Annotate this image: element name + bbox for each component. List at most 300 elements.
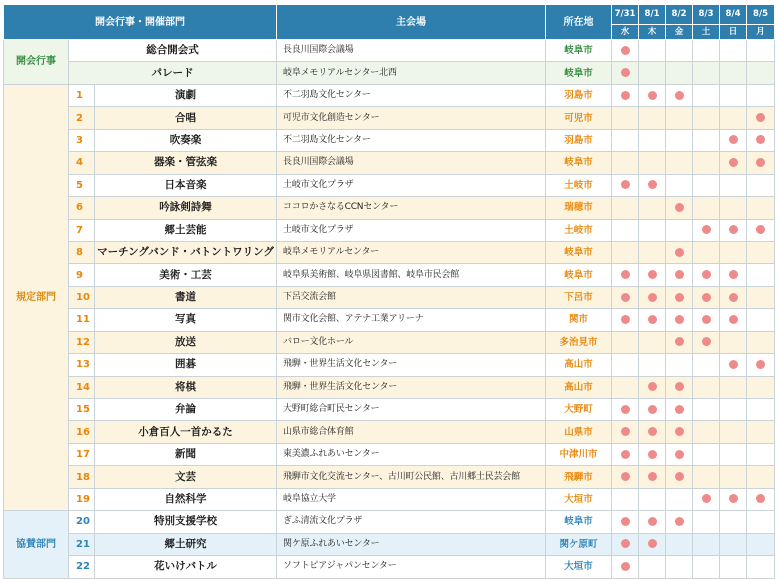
event-day-dot bbox=[729, 293, 738, 302]
day-cell bbox=[747, 331, 775, 353]
location-name: 岐阜市 bbox=[546, 241, 612, 263]
header-date: 8/5 bbox=[747, 5, 775, 25]
day-cell bbox=[612, 443, 639, 465]
event-day-dot bbox=[729, 158, 738, 167]
event-day-dot bbox=[756, 135, 765, 144]
day-cell bbox=[747, 129, 775, 151]
day-cell bbox=[720, 286, 747, 308]
table-row bbox=[4, 488, 775, 510]
day-cell bbox=[666, 399, 693, 421]
event-number: 12 bbox=[69, 331, 95, 353]
day-cell bbox=[666, 62, 693, 84]
location-name: 大野町 bbox=[546, 399, 612, 421]
event-day-dot bbox=[729, 135, 738, 144]
event-name: 総合開会式 bbox=[69, 40, 277, 62]
venue-name: 下呂交流会館 bbox=[277, 286, 546, 308]
day-cell bbox=[693, 354, 720, 376]
event-name: 器楽・管弦楽 bbox=[95, 152, 277, 174]
header-row-dates bbox=[4, 5, 775, 25]
event-number: 17 bbox=[69, 443, 95, 465]
day-cell bbox=[666, 331, 693, 353]
day-cell bbox=[612, 84, 639, 106]
event-number: 1 bbox=[69, 84, 95, 106]
day-cell bbox=[693, 443, 720, 465]
day-cell bbox=[666, 511, 693, 533]
event-name: 日本音楽 bbox=[95, 174, 277, 196]
day-cell bbox=[747, 466, 775, 488]
day-cell bbox=[666, 309, 693, 331]
event-name: 美術・工芸 bbox=[95, 264, 277, 286]
day-cell bbox=[639, 264, 666, 286]
day-cell bbox=[747, 174, 775, 196]
event-day-dot bbox=[675, 315, 684, 324]
day-cell bbox=[720, 309, 747, 331]
event-day-dot bbox=[729, 225, 738, 234]
day-cell bbox=[720, 331, 747, 353]
event-day-dot bbox=[729, 360, 738, 369]
day-cell bbox=[666, 533, 693, 555]
day-cell bbox=[720, 152, 747, 174]
event-day-dot bbox=[756, 360, 765, 369]
day-cell bbox=[639, 129, 666, 151]
day-cell bbox=[666, 241, 693, 263]
day-cell bbox=[612, 354, 639, 376]
venue-name: 山県市総合体育館 bbox=[277, 421, 546, 443]
day-cell bbox=[666, 40, 693, 62]
event-day-dot bbox=[621, 427, 630, 436]
event-name: 演劇 bbox=[95, 84, 277, 106]
event-number: 16 bbox=[69, 421, 95, 443]
location-name: 羽島市 bbox=[546, 84, 612, 106]
event-number: 15 bbox=[69, 399, 95, 421]
event-day-dot bbox=[702, 337, 711, 346]
day-cell bbox=[747, 421, 775, 443]
day-cell bbox=[612, 174, 639, 196]
venue-name: 大野町総合町民センター bbox=[277, 399, 546, 421]
location-name: 土岐市 bbox=[546, 174, 612, 196]
event-day-dot bbox=[621, 293, 630, 302]
event-day-dot bbox=[621, 46, 630, 55]
day-cell bbox=[747, 488, 775, 510]
table-row bbox=[4, 443, 775, 465]
day-cell bbox=[666, 488, 693, 510]
event-name: 合唱 bbox=[95, 107, 277, 129]
day-cell bbox=[747, 219, 775, 241]
day-cell bbox=[720, 241, 747, 263]
table-row bbox=[4, 309, 775, 331]
day-cell bbox=[720, 556, 747, 578]
event-number: 8 bbox=[69, 241, 95, 263]
day-cell bbox=[612, 421, 639, 443]
day-cell bbox=[747, 511, 775, 533]
table-row bbox=[4, 219, 775, 241]
location-name: 関ケ原町 bbox=[546, 533, 612, 555]
event-number: 4 bbox=[69, 152, 95, 174]
day-cell bbox=[720, 174, 747, 196]
day-cell bbox=[693, 421, 720, 443]
day-cell bbox=[720, 421, 747, 443]
table-row bbox=[4, 84, 775, 106]
location-name: 下呂市 bbox=[546, 286, 612, 308]
event-day-dot bbox=[702, 270, 711, 279]
venue-name: 飛騨・世界生活文化センター bbox=[277, 376, 546, 398]
venue-name: 関ケ原ふれあいセンター bbox=[277, 533, 546, 555]
group-label-support: 協賛部門 bbox=[4, 511, 69, 578]
event-day-dot bbox=[648, 427, 657, 436]
event-name: 放送 bbox=[95, 331, 277, 353]
table-row bbox=[4, 286, 775, 308]
day-cell bbox=[747, 84, 775, 106]
location-name: 可児市 bbox=[546, 107, 612, 129]
day-cell bbox=[720, 84, 747, 106]
day-cell bbox=[639, 152, 666, 174]
day-cell bbox=[720, 40, 747, 62]
day-cell bbox=[747, 556, 775, 578]
day-cell bbox=[666, 466, 693, 488]
event-day-dot bbox=[756, 494, 765, 503]
day-cell bbox=[612, 107, 639, 129]
day-cell bbox=[666, 174, 693, 196]
event-day-dot bbox=[648, 91, 657, 100]
day-cell bbox=[747, 62, 775, 84]
day-cell bbox=[693, 533, 720, 555]
day-cell bbox=[666, 197, 693, 219]
location-name: 羽島市 bbox=[546, 129, 612, 151]
day-cell bbox=[666, 354, 693, 376]
event-name: 郷土芸能 bbox=[95, 219, 277, 241]
day-cell bbox=[693, 174, 720, 196]
event-day-dot bbox=[675, 450, 684, 459]
event-day-dot bbox=[675, 405, 684, 414]
header-date: 8/3 bbox=[693, 5, 720, 25]
schedule-table bbox=[3, 4, 775, 579]
location-name: 大垣市 bbox=[546, 556, 612, 578]
day-cell bbox=[720, 62, 747, 84]
day-cell bbox=[639, 511, 666, 533]
day-cell bbox=[639, 331, 666, 353]
day-cell bbox=[693, 241, 720, 263]
location-name: 関市 bbox=[546, 309, 612, 331]
table-row bbox=[4, 241, 775, 263]
day-cell bbox=[720, 264, 747, 286]
table-row bbox=[4, 399, 775, 421]
day-cell bbox=[666, 264, 693, 286]
venue-name: 土岐市文化プラザ bbox=[277, 219, 546, 241]
day-cell bbox=[639, 376, 666, 398]
location-name: 瑞穂市 bbox=[546, 197, 612, 219]
header-date: 7/31 bbox=[612, 5, 639, 25]
location-name: 多治見市 bbox=[546, 331, 612, 353]
event-day-dot bbox=[675, 91, 684, 100]
event-number: 7 bbox=[69, 219, 95, 241]
event-number: 14 bbox=[69, 376, 95, 398]
header-date: 8/4 bbox=[720, 5, 747, 25]
event-day-dot bbox=[648, 180, 657, 189]
day-cell bbox=[639, 443, 666, 465]
day-cell bbox=[612, 152, 639, 174]
day-cell bbox=[612, 241, 639, 263]
event-day-dot bbox=[675, 248, 684, 257]
event-name: 花いけバトル bbox=[95, 556, 277, 578]
day-cell bbox=[720, 354, 747, 376]
header-weekday: 土 bbox=[693, 25, 720, 40]
event-day-dot bbox=[621, 180, 630, 189]
venue-name: 不二羽島文化センター bbox=[277, 84, 546, 106]
day-cell bbox=[639, 197, 666, 219]
group-label-regular: 規定部門 bbox=[4, 84, 69, 510]
day-cell bbox=[612, 466, 639, 488]
venue-name: 岐阜協立大学 bbox=[277, 488, 546, 510]
day-cell bbox=[639, 421, 666, 443]
event-number: 5 bbox=[69, 174, 95, 196]
event-number: 6 bbox=[69, 197, 95, 219]
day-cell bbox=[612, 219, 639, 241]
day-cell bbox=[693, 264, 720, 286]
event-name: 吟詠剣詩舞 bbox=[95, 197, 277, 219]
day-cell bbox=[612, 511, 639, 533]
event-day-dot bbox=[675, 203, 684, 212]
event-day-dot bbox=[702, 315, 711, 324]
table-row bbox=[4, 533, 775, 555]
header-date: 8/2 bbox=[666, 5, 693, 25]
day-cell bbox=[666, 219, 693, 241]
day-cell bbox=[666, 286, 693, 308]
header-weekday: 金 bbox=[666, 25, 693, 40]
event-day-dot bbox=[648, 517, 657, 526]
day-cell bbox=[747, 40, 775, 62]
venue-name: 土岐市文化プラザ bbox=[277, 174, 546, 196]
day-cell bbox=[612, 399, 639, 421]
event-day-dot bbox=[621, 315, 630, 324]
event-day-dot bbox=[621, 539, 630, 548]
event-day-dot bbox=[648, 450, 657, 459]
day-cell bbox=[747, 286, 775, 308]
event-number: 18 bbox=[69, 466, 95, 488]
day-cell bbox=[693, 129, 720, 151]
day-cell bbox=[747, 241, 775, 263]
header-location: 所在地 bbox=[546, 5, 612, 40]
day-cell bbox=[639, 466, 666, 488]
day-cell bbox=[666, 421, 693, 443]
event-day-dot bbox=[675, 382, 684, 391]
day-cell bbox=[693, 107, 720, 129]
day-cell bbox=[747, 107, 775, 129]
venue-name: バロー文化ホール bbox=[277, 331, 546, 353]
day-cell bbox=[693, 152, 720, 174]
location-name: 岐阜市 bbox=[546, 152, 612, 174]
day-cell bbox=[720, 376, 747, 398]
table-row bbox=[4, 152, 775, 174]
day-cell bbox=[639, 399, 666, 421]
day-cell bbox=[693, 40, 720, 62]
day-cell bbox=[747, 152, 775, 174]
day-cell bbox=[639, 219, 666, 241]
day-cell bbox=[612, 286, 639, 308]
event-day-dot bbox=[675, 293, 684, 302]
event-number: 3 bbox=[69, 129, 95, 151]
event-number: 19 bbox=[69, 488, 95, 510]
day-cell bbox=[639, 107, 666, 129]
venue-name: 関市文化会館、アテナ工業アリーナ bbox=[277, 309, 546, 331]
event-day-dot bbox=[729, 315, 738, 324]
day-cell bbox=[693, 376, 720, 398]
event-name: 小倉百人一首かるた bbox=[95, 421, 277, 443]
day-cell bbox=[720, 219, 747, 241]
day-cell bbox=[666, 129, 693, 151]
day-cell bbox=[612, 62, 639, 84]
location-name: 岐阜市 bbox=[546, 264, 612, 286]
event-day-dot bbox=[621, 270, 630, 279]
event-day-dot bbox=[621, 472, 630, 481]
day-cell bbox=[693, 511, 720, 533]
venue-name: 不二羽島文化センター bbox=[277, 129, 546, 151]
day-cell bbox=[720, 466, 747, 488]
location-name: 高山市 bbox=[546, 354, 612, 376]
day-cell bbox=[693, 219, 720, 241]
table-row bbox=[4, 197, 775, 219]
event-number: 13 bbox=[69, 354, 95, 376]
header-event: 開会行事・開催部門 bbox=[4, 5, 277, 40]
event-name: 写真 bbox=[95, 309, 277, 331]
day-cell bbox=[747, 443, 775, 465]
table-row bbox=[4, 129, 775, 151]
day-cell bbox=[693, 62, 720, 84]
day-cell bbox=[612, 309, 639, 331]
venue-name: 飛騨市文化交流センター、古川町公民館、古川郷土民芸会館 bbox=[277, 466, 546, 488]
location-name: 土岐市 bbox=[546, 219, 612, 241]
venue-name: 長良川国際会議場 bbox=[277, 40, 546, 62]
day-cell bbox=[747, 354, 775, 376]
venue-name: ソフトピアジャパンセンター bbox=[277, 556, 546, 578]
event-day-dot bbox=[675, 472, 684, 481]
day-cell bbox=[747, 399, 775, 421]
day-cell bbox=[639, 84, 666, 106]
event-day-dot bbox=[621, 450, 630, 459]
venue-name: 岐阜県美術館、岐阜県図書館、岐阜市民会館 bbox=[277, 264, 546, 286]
day-cell bbox=[666, 376, 693, 398]
location-name: 飛騨市 bbox=[546, 466, 612, 488]
day-cell bbox=[639, 354, 666, 376]
day-cell bbox=[720, 511, 747, 533]
day-cell bbox=[747, 309, 775, 331]
day-cell bbox=[612, 331, 639, 353]
table-row bbox=[4, 62, 775, 84]
location-name: 大垣市 bbox=[546, 488, 612, 510]
day-cell bbox=[720, 533, 747, 555]
event-number: 9 bbox=[69, 264, 95, 286]
table-row bbox=[4, 264, 775, 286]
event-day-dot bbox=[648, 382, 657, 391]
day-cell bbox=[639, 174, 666, 196]
day-cell bbox=[612, 129, 639, 151]
event-day-dot bbox=[756, 113, 765, 122]
event-name: 将棋 bbox=[95, 376, 277, 398]
event-name: 吹奏楽 bbox=[95, 129, 277, 151]
day-cell bbox=[747, 264, 775, 286]
event-name: 自然科学 bbox=[95, 488, 277, 510]
day-cell bbox=[693, 488, 720, 510]
day-cell bbox=[720, 107, 747, 129]
event-name: 囲碁 bbox=[95, 354, 277, 376]
day-cell bbox=[747, 197, 775, 219]
day-cell bbox=[612, 556, 639, 578]
event-day-dot bbox=[621, 562, 630, 571]
event-day-dot bbox=[729, 270, 738, 279]
day-cell bbox=[612, 197, 639, 219]
day-cell bbox=[639, 62, 666, 84]
day-cell bbox=[639, 556, 666, 578]
event-day-dot bbox=[756, 225, 765, 234]
header-weekday: 日 bbox=[720, 25, 747, 40]
location-name: 岐阜市 bbox=[546, 40, 612, 62]
location-name: 岐阜市 bbox=[546, 62, 612, 84]
venue-name: ぎふ清流文化プラザ bbox=[277, 511, 546, 533]
event-name: 書道 bbox=[95, 286, 277, 308]
day-cell bbox=[747, 376, 775, 398]
event-day-dot bbox=[675, 427, 684, 436]
day-cell bbox=[639, 241, 666, 263]
venue-name: 岐阜メモリアルセンター北西 bbox=[277, 62, 546, 84]
header-weekday: 水 bbox=[612, 25, 639, 40]
event-number: 10 bbox=[69, 286, 95, 308]
day-cell bbox=[747, 533, 775, 555]
location-name: 中津川市 bbox=[546, 443, 612, 465]
day-cell bbox=[693, 399, 720, 421]
venue-name: 長良川国際会議場 bbox=[277, 152, 546, 174]
event-day-dot bbox=[621, 405, 630, 414]
event-day-dot bbox=[702, 225, 711, 234]
header-venue: 主会場 bbox=[277, 5, 546, 40]
day-cell bbox=[693, 84, 720, 106]
day-cell bbox=[693, 556, 720, 578]
table-row bbox=[4, 556, 775, 578]
event-name: マーチングバンド・バトントワリング bbox=[95, 241, 277, 263]
table-row bbox=[4, 174, 775, 196]
day-cell bbox=[666, 556, 693, 578]
event-day-dot bbox=[675, 337, 684, 346]
event-day-dot bbox=[621, 68, 630, 77]
event-day-dot bbox=[702, 494, 711, 503]
day-cell bbox=[693, 331, 720, 353]
day-cell bbox=[666, 84, 693, 106]
schedule-body bbox=[4, 40, 775, 579]
day-cell bbox=[612, 533, 639, 555]
table-row bbox=[4, 466, 775, 488]
group-label-opening: 開会行事 bbox=[4, 40, 69, 85]
day-cell bbox=[612, 488, 639, 510]
venue-name: ココロかさなるCCNセンター bbox=[277, 197, 546, 219]
day-cell bbox=[639, 533, 666, 555]
day-cell bbox=[720, 129, 747, 151]
event-day-dot bbox=[648, 315, 657, 324]
day-cell bbox=[639, 40, 666, 62]
day-cell bbox=[612, 376, 639, 398]
event-number: 2 bbox=[69, 107, 95, 129]
header-date: 8/1 bbox=[639, 5, 666, 25]
header-weekday: 月 bbox=[747, 25, 775, 40]
day-cell bbox=[612, 264, 639, 286]
day-cell bbox=[666, 152, 693, 174]
day-cell bbox=[666, 107, 693, 129]
table-row bbox=[4, 354, 775, 376]
day-cell bbox=[720, 443, 747, 465]
event-day-dot bbox=[648, 293, 657, 302]
event-day-dot bbox=[648, 472, 657, 481]
event-number: 21 bbox=[69, 533, 95, 555]
table-row bbox=[4, 376, 775, 398]
table-row bbox=[4, 511, 775, 533]
event-day-dot bbox=[621, 91, 630, 100]
